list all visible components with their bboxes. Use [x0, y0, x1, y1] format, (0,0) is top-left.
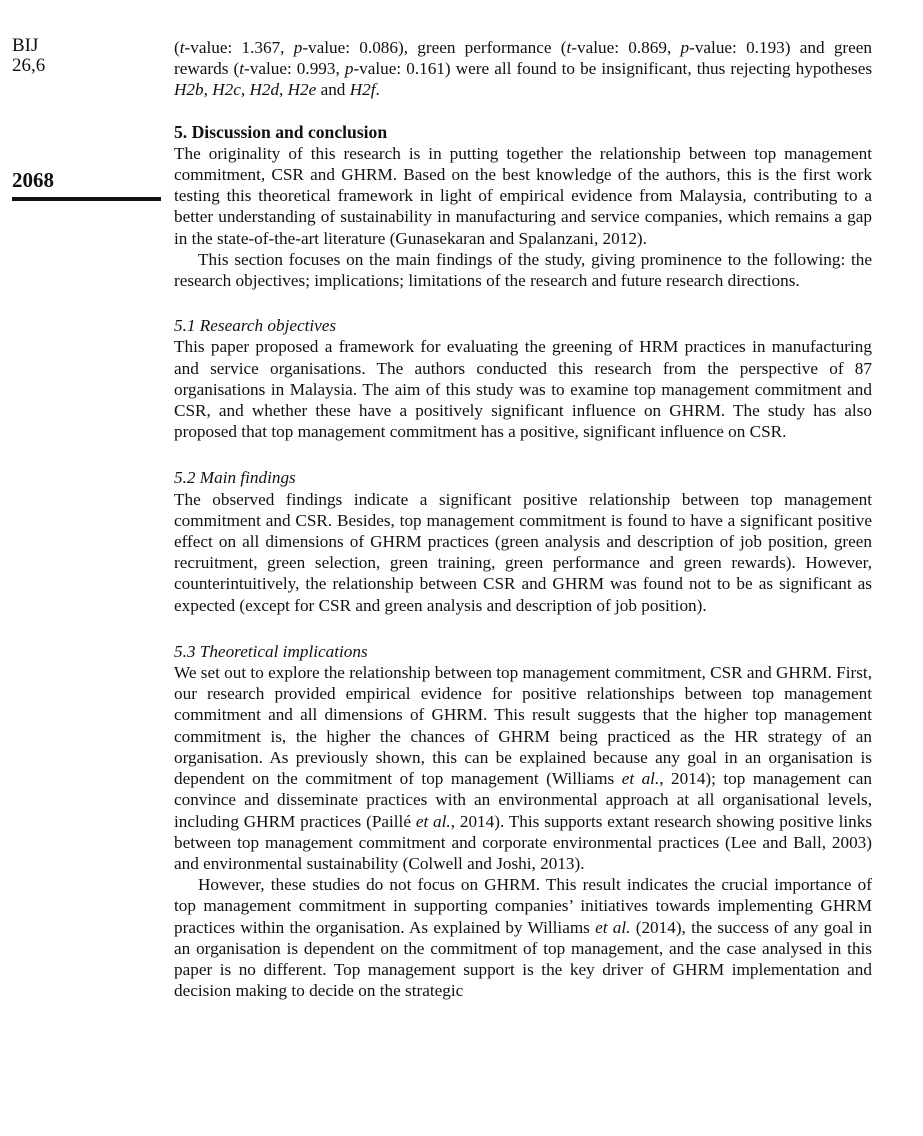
article-body [174, 37, 872, 1001]
journal-volume: 26,6 [12, 55, 46, 76]
subsection-heading-main-findings: 5.2 Main findings [174, 468, 296, 488]
page-number: 2068 [12, 168, 54, 192]
paragraph: This section focuses on the main findings of the study, giving prominence to the following: the research objectives; implications; limitations of the research and future research directions. [174, 249, 872, 291]
journal-info [12, 36, 162, 76]
paragraph: We set out to explore the relationship between top management commitment, CSR and GHRM. First, our research provided empirical evidence for positive relationships between top management commitment and all dimensions of GHRM. This result suggests that the higher top management commitment is, the higher the chances of GHRM being practiced as the HR strategy of an organisation. As previously shown, this can be explained because any goal in an organisation is dependent on the commitment of top management (Williams et al., 2014); top management can convince and disseminate practices with an environmental approach at all organisational levels, including GHRM practices (Paillé et al., 2014). This supports extant research showing positive links between top management commitment and corporate environmental practices (Lee and Ball, 2003) and environmental sustainability (Colwell and Joshi, 2013). [174, 663, 873, 873]
page-number-rule [12, 197, 161, 201]
intro-paragraph: (t-value: 1.367, p-value: 0.086), green performance (t-value: 0.869, p-value: 0.193) and green rewards (t-value: 0.993, p-value: 0.161) were all found to be insignificant, thus rejecting hypotheses H2b, H2c, H2d, H2e and H2f. [174, 38, 873, 100]
section-heading-discussion: 5. Discussion and conclusion [174, 121, 388, 142]
paragraph: The observed findings indicate a significant positive relationship between top management commitment and CSR. Besides, top management commitment is found to have a significant positive effect on all dimensions of GHRM practices (green analysis and description of job position, green recruitment, green selection, green training, green performance and green rewards). However, counterintuitively, the relationship between CSR and GHRM was found not to be as significant as expected (except for CSR and green analysis and description of job position). [174, 489, 872, 615]
subsection-heading-research-objectives: 5.1 Research objectives [174, 316, 337, 336]
journal-name: BIJ [12, 35, 39, 56]
paragraph: However, these studies do not focus on GHRM. This result indicates the crucial importance of top management commitment in supporting companies’ initiatives towards implementing GHRM practices within the organisation. As explained by Williams et al. (2014), the success of any goal in an organisation is dependent on the commitment of top management, and the case analysed in this paper is no different. Top management support is the key driver of GHRM implementation and decision making to decide on the strategic [174, 875, 872, 1001]
paragraph: The originality of this research is in putting together the relationship between top management commitment, CSR and GHRM. Based on the best knowledge of the authors, this is the first work testing this theoretical framework in light of empirical evidence from Malaysia, contributing to a better understanding of sustainability in manufacturing and service companies, which remains a gap in the state-of-the-art literature (Gunasekaran and Spalanzani, 2012). [174, 143, 872, 248]
paragraph: This paper proposed a framework for evaluating the greening of HRM practices in manufacturing and service organisations. The authors conducted this research from the perspective of 87 organisations in Malaysia. The aim of this study was to examine top management commitment and CSR, and whether these have a positively significant influence on GHRM. The study has also proposed that top management commitment has a positive, significant influence on CSR. [174, 337, 872, 442]
subsection-heading-theoretical-implications: 5.3 Theoretical implications [174, 641, 368, 661]
